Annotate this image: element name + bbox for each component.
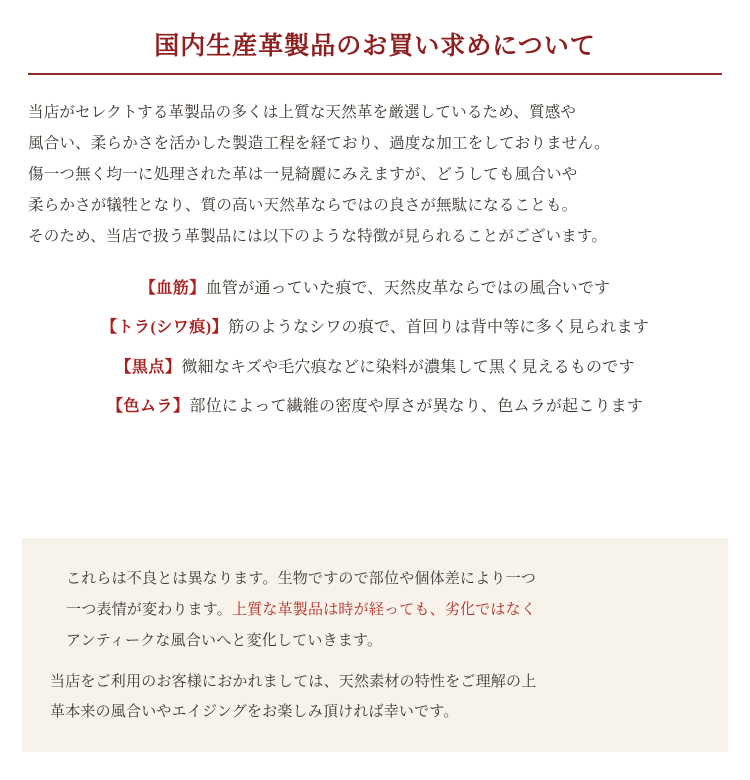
intro-line: 傷一つ無く均一に処理された革は一見綺麗にみえますが、どうしても風合いや bbox=[28, 165, 578, 183]
feature-item-tora bbox=[22, 315, 728, 341]
note-line-2-highlight-b: 劣化ではなく bbox=[444, 602, 537, 618]
note-line-4: 当店をご利用のお客様におかれましては、天然素材の特性をご理解の上 bbox=[50, 673, 537, 690]
intro-line: 当店がセレクトする革製品の多くは上質な天然革を厳選しているため、質感や bbox=[28, 103, 577, 121]
note-line-2 bbox=[50, 595, 700, 626]
leather-product-notice-page bbox=[0, 30, 750, 780]
intro-paragraph bbox=[28, 97, 722, 252]
feature-item-iromura bbox=[22, 394, 728, 420]
feature-description: 筋のようなシワの痕で、首回りは背中等に多く見られます bbox=[228, 319, 650, 337]
feature-item-chisuji bbox=[22, 276, 728, 302]
page-title: 国内生産革製品のお買い求めについて bbox=[154, 31, 596, 60]
note-line-2-highlight-a: 上質な革製品は時が経っても、 bbox=[232, 602, 445, 618]
feature-description: 微細なキズや毛穴痕などに染料が濃集して黒く見えるものです bbox=[181, 358, 635, 376]
feature-description: 血管が通っていた痕で、天然皮革ならではの風合いです bbox=[205, 279, 611, 297]
intro-line: そのため、当店で扱う革製品には以下のような特徴が見られることがございます。 bbox=[28, 227, 608, 245]
feature-tag: 【黒点】 bbox=[115, 358, 182, 376]
feature-tag: 【色ムラ】 bbox=[106, 398, 190, 416]
note-line-2-plain: 一つ表情が変わります。 bbox=[66, 602, 233, 618]
note-spacer bbox=[50, 657, 700, 667]
feature-description: 部位によって繊維の密度や厚さが異なり、色ムラが起こります bbox=[189, 398, 644, 416]
title-block bbox=[28, 30, 722, 75]
feature-list bbox=[22, 276, 728, 420]
closing-note-box bbox=[22, 538, 728, 752]
intro-line: 柔らかさが犠牲となり、質の高い天然革ならではの良さが無駄になることも。 bbox=[28, 196, 578, 214]
note-line-1: これらは不良とは異なります。生物ですので部位や個体差により一つ bbox=[66, 571, 537, 588]
note-line-3: アンティークな風合いへと変化していきます。 bbox=[66, 632, 383, 649]
feature-tag: 【トラ(シワ痕)】 bbox=[100, 319, 229, 337]
feature-item-kokuten bbox=[22, 355, 728, 381]
feature-tag: 【血筋】 bbox=[139, 279, 206, 297]
intro-line: 風合い、柔らかさを活かした製造工程を経ており、過度な加工をしておりません。 bbox=[28, 134, 610, 152]
note-line-5: 革本来の風合いやエイジングをお楽しみ頂ければ幸いです。 bbox=[50, 704, 459, 721]
